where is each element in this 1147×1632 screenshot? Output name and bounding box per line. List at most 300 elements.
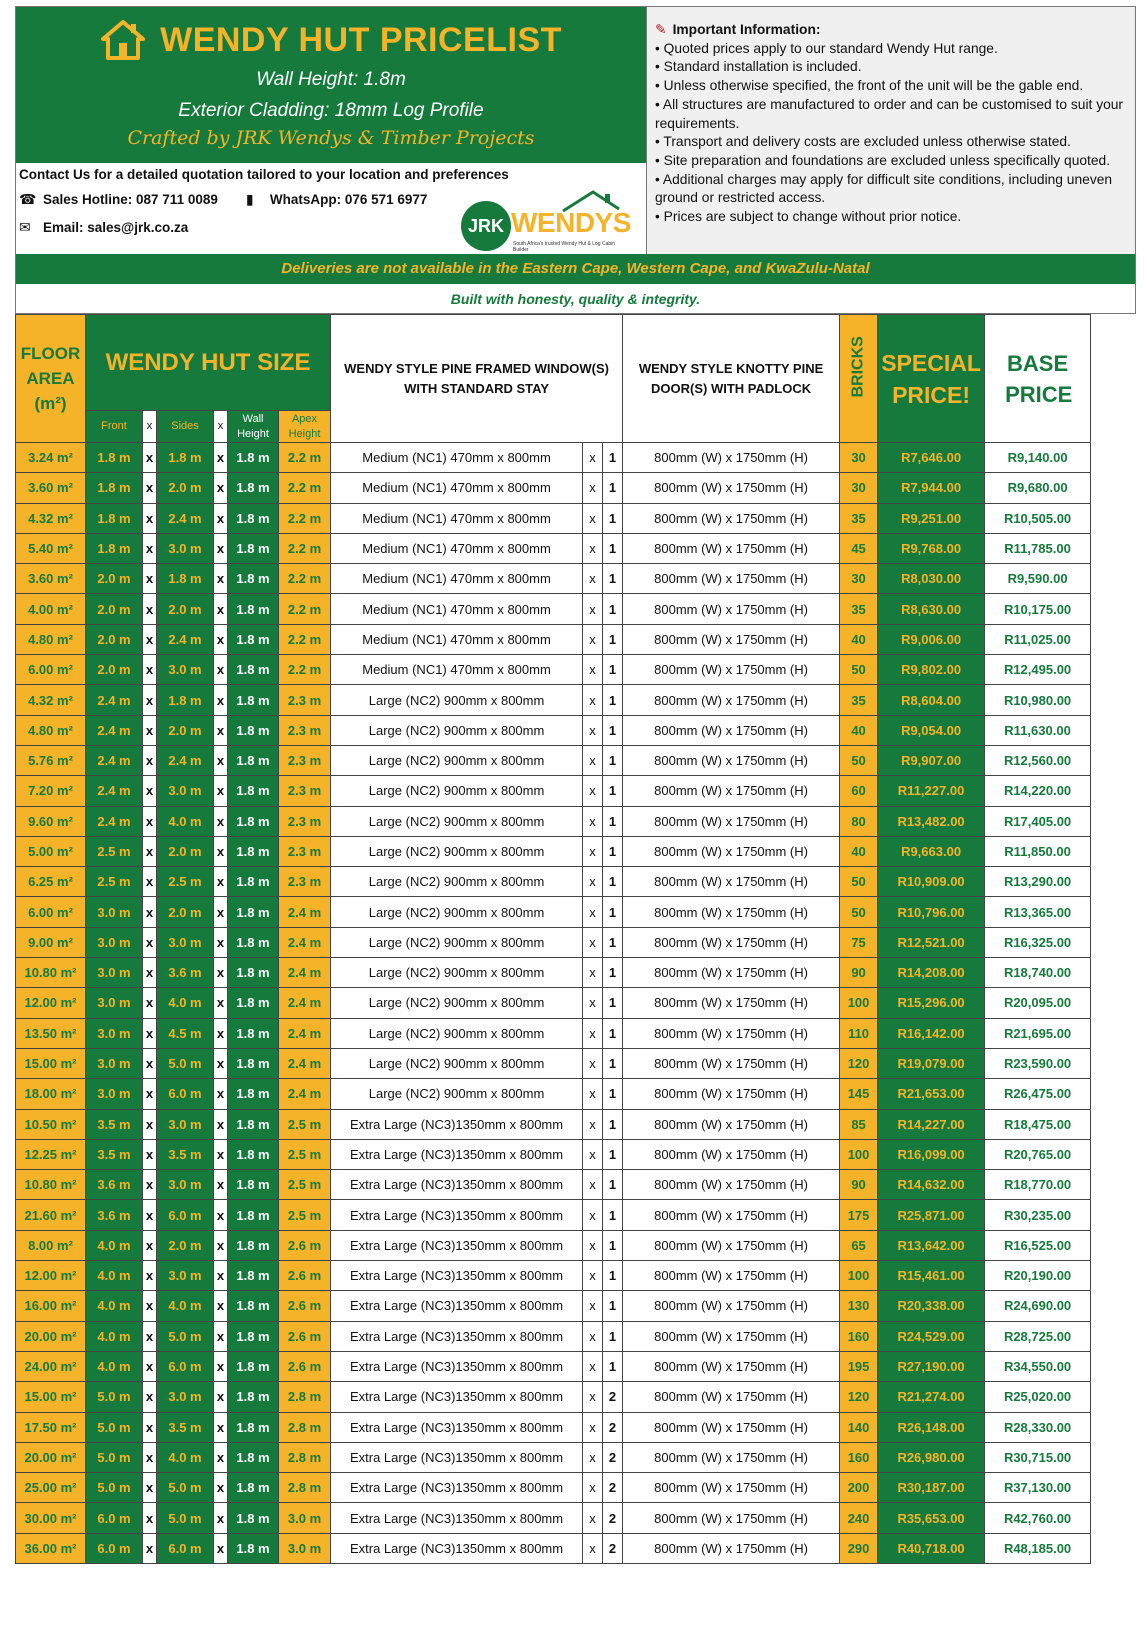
table-row: [16, 897, 1091, 927]
sides-size: 5.0 m: [157, 1473, 214, 1503]
x-sep: x: [214, 624, 228, 654]
header-wall-height: Wall Height: [228, 411, 279, 443]
x-sep: x: [143, 836, 157, 866]
x-sep: x: [583, 1321, 603, 1351]
bricks: 35: [840, 594, 878, 624]
x-sep: x: [583, 564, 603, 594]
window-qty: 1: [603, 1018, 623, 1048]
header-bricks: BRICKS: [840, 315, 878, 443]
wall-height: 1.8 m: [228, 1533, 279, 1563]
x-sep: x: [583, 1503, 603, 1533]
table-row: [16, 958, 1091, 988]
table-row: [16, 1261, 1091, 1291]
header-base-price: BASE PRICE: [985, 315, 1091, 443]
sides-size: 3.5 m: [157, 1139, 214, 1169]
bricks: 130: [840, 1291, 878, 1321]
table-row: [16, 624, 1091, 654]
table-row: [16, 927, 1091, 957]
whatsapp-number[interactable]: WhatsApp: 076 571 6977: [269, 191, 428, 207]
floor-area: 16.00 m²: [16, 1291, 86, 1321]
sides-size: 3.0 m: [157, 776, 214, 806]
apex-height: 3.0 m: [279, 1533, 331, 1563]
base-price: R12,495.00: [985, 655, 1091, 685]
x-sep: x: [143, 1503, 157, 1533]
floor-area: 4.80 m²: [16, 624, 86, 654]
window-qty: 2: [603, 1533, 623, 1563]
door-size: 800mm (W) x 1750mm (H): [623, 1321, 840, 1351]
floor-area: 4.32 m²: [16, 685, 86, 715]
floor-area: 10.50 m²: [16, 1109, 86, 1139]
window-size: Medium (NC1) 470mm x 800mm: [331, 564, 583, 594]
front-size: 2.0 m: [86, 655, 143, 685]
floor-area: 6.25 m²: [16, 867, 86, 897]
special-price: R12,521.00: [878, 927, 985, 957]
window-qty: 1: [603, 1048, 623, 1078]
table-row: [16, 1079, 1091, 1109]
floor-area: 5.40 m²: [16, 533, 86, 563]
sales-hotline[interactable]: Sales Hotline: 087 711 0089: [43, 191, 218, 207]
window-qty: 2: [603, 1412, 623, 1442]
base-price: R23,590.00: [985, 1048, 1091, 1078]
base-price: R14,220.00: [985, 776, 1091, 806]
wall-height: 1.8 m: [228, 715, 279, 745]
sides-size: 6.0 m: [157, 1079, 214, 1109]
door-size: 800mm (W) x 1750mm (H): [623, 988, 840, 1018]
special-price: R9,802.00: [878, 655, 985, 685]
base-price: R10,175.00: [985, 594, 1091, 624]
special-price: R24,529.00: [878, 1321, 985, 1351]
sides-size: 5.0 m: [157, 1048, 214, 1078]
door-size: 800mm (W) x 1750mm (H): [623, 533, 840, 563]
window-size: Medium (NC1) 470mm x 800mm: [331, 533, 583, 563]
x-sep: x: [583, 533, 603, 563]
apex-height: 2.2 m: [279, 594, 331, 624]
x-sep: x: [214, 988, 228, 1018]
x-sep: x: [214, 1200, 228, 1230]
x-sep: x: [583, 473, 603, 503]
front-size: 6.0 m: [86, 1533, 143, 1563]
door-size: 800mm (W) x 1750mm (H): [623, 473, 840, 503]
floor-area: 12.25 m²: [16, 1139, 86, 1169]
table-row: [16, 776, 1091, 806]
apex-height: 2.3 m: [279, 806, 331, 836]
bricks: 30: [840, 473, 878, 503]
x-sep: x: [583, 1291, 603, 1321]
front-size: 2.4 m: [86, 745, 143, 775]
window-size: Extra Large (NC3)1350mm x 800mm: [331, 1321, 583, 1351]
floor-area: 13.50 m²: [16, 1018, 86, 1048]
apex-height: 2.4 m: [279, 988, 331, 1018]
window-size: Medium (NC1) 470mm x 800mm: [331, 503, 583, 533]
front-size: 4.0 m: [86, 1351, 143, 1381]
x-sep: x: [143, 715, 157, 745]
x-sep: x: [143, 1109, 157, 1139]
wall-height: 1.8 m: [228, 685, 279, 715]
wall-height: 1.8 m: [228, 836, 279, 866]
base-price: R24,690.00: [985, 1291, 1091, 1321]
base-price: R9,680.00: [985, 473, 1091, 503]
x-sep: x: [143, 1018, 157, 1048]
special-price: R8,630.00: [878, 594, 985, 624]
special-price: R9,907.00: [878, 745, 985, 775]
header-floor-area: FLOOR AREA (m²): [16, 315, 86, 443]
x-sep: x: [214, 776, 228, 806]
window-qty: 1: [603, 897, 623, 927]
email-address[interactable]: Email: sales@jrk.co.za: [43, 219, 189, 235]
x-sep: x: [143, 1533, 157, 1563]
window-qty: 1: [603, 806, 623, 836]
window-size: Large (NC2) 900mm x 800mm: [331, 685, 583, 715]
table-row: [16, 867, 1091, 897]
sides-size: 3.0 m: [157, 1382, 214, 1412]
wall-height: 1.8 m: [228, 1351, 279, 1381]
x-sep: x: [143, 867, 157, 897]
header-sides: Sides: [157, 411, 214, 443]
bricks: 100: [840, 988, 878, 1018]
base-price: R28,330.00: [985, 1412, 1091, 1442]
window-size: Large (NC2) 900mm x 800mm: [331, 927, 583, 957]
wall-height: 1.8 m: [228, 443, 279, 473]
wall-height: 1.8 m: [228, 745, 279, 775]
x-sep: x: [583, 1200, 603, 1230]
door-size: 800mm (W) x 1750mm (H): [623, 1261, 840, 1291]
window-qty: 1: [603, 1109, 623, 1139]
apex-height: 2.4 m: [279, 958, 331, 988]
special-price: R9,251.00: [878, 503, 985, 533]
base-price: R21,695.00: [985, 1018, 1091, 1048]
front-size: 1.8 m: [86, 473, 143, 503]
apex-height: 2.2 m: [279, 533, 331, 563]
x-sep: x: [583, 1230, 603, 1260]
window-qty: 2: [603, 1503, 623, 1533]
x-sep: x: [583, 503, 603, 533]
door-size: 800mm (W) x 1750mm (H): [623, 927, 840, 957]
special-price: R15,296.00: [878, 988, 985, 1018]
bricks: 40: [840, 715, 878, 745]
floor-area: 18.00 m²: [16, 1079, 86, 1109]
delivery-notice: Deliveries are not available in the Eastern Cape, Western Cape, and KwaZulu-Natal: [15, 254, 1136, 284]
x-sep: x: [214, 443, 228, 473]
front-size: 2.0 m: [86, 594, 143, 624]
x-sep: x: [214, 836, 228, 866]
apex-height: 2.5 m: [279, 1109, 331, 1139]
special-price: R35,653.00: [878, 1503, 985, 1533]
sides-size: 4.0 m: [157, 1291, 214, 1321]
front-size: 3.0 m: [86, 1048, 143, 1078]
wall-height: 1.8 m: [228, 473, 279, 503]
price-table: [15, 314, 1091, 1564]
x-sep: x: [143, 1170, 157, 1200]
window-size: Extra Large (NC3)1350mm x 800mm: [331, 1412, 583, 1442]
base-price: R17,405.00: [985, 806, 1091, 836]
floor-area: 6.00 m²: [16, 655, 86, 685]
window-qty: 1: [603, 836, 623, 866]
wall-height: 1.8 m: [228, 594, 279, 624]
info-item: • Quoted prices apply to our standard Wendy Hut range.: [655, 40, 998, 56]
x-sep: x: [214, 533, 228, 563]
window-qty: 1: [603, 988, 623, 1018]
front-size: 5.0 m: [86, 1473, 143, 1503]
apex-height: 3.0 m: [279, 1503, 331, 1533]
front-size: 3.0 m: [86, 958, 143, 988]
apex-height: 2.5 m: [279, 1170, 331, 1200]
door-size: 800mm (W) x 1750mm (H): [623, 655, 840, 685]
x-sep: x: [214, 564, 228, 594]
sides-size: 3.0 m: [157, 1170, 214, 1200]
base-price: R11,630.00: [985, 715, 1091, 745]
x-sep: x: [214, 806, 228, 836]
table-row: [16, 564, 1091, 594]
x-sep: x: [143, 473, 157, 503]
front-size: 2.5 m: [86, 836, 143, 866]
header-front: Front: [86, 411, 143, 443]
front-size: 2.4 m: [86, 685, 143, 715]
door-size: 800mm (W) x 1750mm (H): [623, 1018, 840, 1048]
table-row: [16, 1139, 1091, 1169]
base-price: R28,725.00: [985, 1321, 1091, 1351]
base-price: R9,590.00: [985, 564, 1091, 594]
table-row: [16, 1442, 1091, 1472]
sides-size: 2.0 m: [157, 836, 214, 866]
bricks: 120: [840, 1048, 878, 1078]
x-sep: x: [214, 897, 228, 927]
window-size: Extra Large (NC3)1350mm x 800mm: [331, 1109, 583, 1139]
front-size: 3.6 m: [86, 1200, 143, 1230]
base-price: R9,140.00: [985, 443, 1091, 473]
base-price: R16,325.00: [985, 927, 1091, 957]
window-size: Large (NC2) 900mm x 800mm: [331, 836, 583, 866]
floor-area: 8.00 m²: [16, 1230, 86, 1260]
wall-height: 1.8 m: [228, 624, 279, 654]
sides-size: 1.8 m: [157, 443, 214, 473]
x-sep: x: [583, 715, 603, 745]
sides-size: 6.0 m: [157, 1533, 214, 1563]
door-size: 800mm (W) x 1750mm (H): [623, 836, 840, 866]
pin-icon: ✎: [655, 22, 667, 37]
front-size: 1.8 m: [86, 533, 143, 563]
front-size: 2.4 m: [86, 776, 143, 806]
special-price: R9,768.00: [878, 533, 985, 563]
table-row: [16, 1473, 1091, 1503]
base-price: R20,190.00: [985, 1261, 1091, 1291]
window-qty: 1: [603, 594, 623, 624]
floor-area: 5.76 m²: [16, 745, 86, 775]
bricks: 140: [840, 1412, 878, 1442]
apex-height: 2.5 m: [279, 1139, 331, 1169]
front-size: 3.5 m: [86, 1139, 143, 1169]
apex-height: 2.2 m: [279, 443, 331, 473]
info-item: • Prices are subject to change without prior notice.: [655, 209, 962, 225]
x-sep: x: [143, 1351, 157, 1381]
x-sep: x: [143, 1139, 157, 1169]
sides-size: 3.0 m: [157, 655, 214, 685]
x-sep: x: [214, 1079, 228, 1109]
x-sep: x: [583, 1079, 603, 1109]
bricks: 120: [840, 1382, 878, 1412]
special-price: R20,338.00: [878, 1291, 985, 1321]
wall-height: 1.8 m: [228, 1170, 279, 1200]
door-size: 800mm (W) x 1750mm (H): [623, 564, 840, 594]
x-sep: x: [583, 1109, 603, 1139]
sides-size: 3.0 m: [157, 533, 214, 563]
window-qty: 1: [603, 1351, 623, 1381]
sides-size: 6.0 m: [157, 1351, 214, 1381]
floor-area: 7.20 m²: [16, 776, 86, 806]
window-size: Extra Large (NC3)1350mm x 800mm: [331, 1473, 583, 1503]
x-sep: x: [583, 776, 603, 806]
x-sep: x: [143, 927, 157, 957]
table-row: [16, 503, 1091, 533]
table-row: [16, 443, 1091, 473]
table-row: [16, 655, 1091, 685]
wall-height: 1.8 m: [228, 1139, 279, 1169]
x-sep: x: [214, 1230, 228, 1260]
x-sep: x: [143, 1230, 157, 1260]
front-size: 6.0 m: [86, 1503, 143, 1533]
x-sep: x: [214, 1048, 228, 1078]
apex-height: 2.3 m: [279, 776, 331, 806]
front-size: 2.0 m: [86, 564, 143, 594]
front-size: 3.0 m: [86, 897, 143, 927]
window-size: Extra Large (NC3)1350mm x 800mm: [331, 1200, 583, 1230]
sides-size: 4.0 m: [157, 1442, 214, 1472]
x-sep: x: [143, 958, 157, 988]
x-sep: x: [214, 867, 228, 897]
x-sep: x: [583, 685, 603, 715]
window-size: Extra Large (NC3)1350mm x 800mm: [331, 1261, 583, 1291]
table-row: [16, 1109, 1091, 1139]
door-size: 800mm (W) x 1750mm (H): [623, 1291, 840, 1321]
floor-area: 24.00 m²: [16, 1351, 86, 1381]
base-price: R10,980.00: [985, 685, 1091, 715]
bricks: 160: [840, 1442, 878, 1472]
apex-height: 2.4 m: [279, 897, 331, 927]
front-size: 4.0 m: [86, 1321, 143, 1351]
x-sep: x: [143, 988, 157, 1018]
floor-area: 20.00 m²: [16, 1442, 86, 1472]
sides-size: 2.5 m: [157, 867, 214, 897]
sides-size: 2.0 m: [157, 1230, 214, 1260]
x-sep: x: [214, 1412, 228, 1442]
door-size: 800mm (W) x 1750mm (H): [623, 1473, 840, 1503]
bricks: 50: [840, 655, 878, 685]
window-size: Extra Large (NC3)1350mm x 800mm: [331, 1230, 583, 1260]
door-size: 800mm (W) x 1750mm (H): [623, 503, 840, 533]
header-x: x: [214, 411, 228, 443]
window-qty: 2: [603, 1473, 623, 1503]
wall-height: 1.8 m: [228, 1200, 279, 1230]
front-size: 3.0 m: [86, 1079, 143, 1109]
info-item: • All structures are manufactured to order and can be customised to suit your requirements.: [655, 96, 1124, 131]
wall-height: 1.8 m: [228, 1230, 279, 1260]
window-qty: 1: [603, 958, 623, 988]
window-qty: 1: [603, 685, 623, 715]
window-qty: 1: [603, 1230, 623, 1260]
special-price: R14,632.00: [878, 1170, 985, 1200]
x-sep: x: [214, 958, 228, 988]
x-sep: x: [583, 1139, 603, 1169]
wall-height: 1.8 m: [228, 1412, 279, 1442]
x-sep: x: [214, 1321, 228, 1351]
x-sep: x: [143, 1079, 157, 1109]
email-icon: ✉: [19, 218, 31, 235]
bricks: 65: [840, 1230, 878, 1260]
x-sep: x: [143, 897, 157, 927]
x-sep: x: [214, 503, 228, 533]
info-item: • Site preparation and foundations are excluded unless specifically quoted.: [655, 152, 1111, 168]
door-size: 800mm (W) x 1750mm (H): [623, 1230, 840, 1260]
x-sep: x: [143, 443, 157, 473]
wall-height: 1.8 m: [228, 867, 279, 897]
door-size: 800mm (W) x 1750mm (H): [623, 745, 840, 775]
apex-height: 2.6 m: [279, 1230, 331, 1260]
window-qty: 1: [603, 927, 623, 957]
window-size: Extra Large (NC3)1350mm x 800mm: [331, 1170, 583, 1200]
front-size: 3.0 m: [86, 1018, 143, 1048]
table-row: [16, 1321, 1091, 1351]
table-row: [16, 685, 1091, 715]
wall-height: 1.8 m: [228, 564, 279, 594]
x-sep: x: [143, 1321, 157, 1351]
special-price: R14,208.00: [878, 958, 985, 988]
wall-height: 1.8 m: [228, 927, 279, 957]
table-row: [16, 533, 1091, 563]
door-size: 800mm (W) x 1750mm (H): [623, 1048, 840, 1078]
wall-height: 1.8 m: [228, 1442, 279, 1472]
apex-height: 2.5 m: [279, 1200, 331, 1230]
sides-size: 3.5 m: [157, 1412, 214, 1442]
front-size: 2.4 m: [86, 806, 143, 836]
wall-height: 1.8 m: [228, 988, 279, 1018]
table-row: [16, 745, 1091, 775]
window-qty: 1: [603, 1291, 623, 1321]
apex-height: 2.4 m: [279, 1018, 331, 1048]
window-size: Medium (NC1) 470mm x 800mm: [331, 594, 583, 624]
special-price: R9,663.00: [878, 836, 985, 866]
special-price: R26,148.00: [878, 1412, 985, 1442]
table-row: [16, 806, 1091, 836]
x-sep: x: [214, 473, 228, 503]
base-price: R10,505.00: [985, 503, 1091, 533]
x-sep: x: [143, 533, 157, 563]
base-price: R11,850.00: [985, 836, 1091, 866]
header-left: [16, 7, 647, 254]
window-size: Large (NC2) 900mm x 800mm: [331, 745, 583, 775]
door-size: 800mm (W) x 1750mm (H): [623, 1533, 840, 1563]
apex-height: 2.3 m: [279, 836, 331, 866]
bricks: 30: [840, 443, 878, 473]
special-price: R27,190.00: [878, 1351, 985, 1381]
page-title: WENDY HUT PRICELIST: [160, 20, 562, 59]
floor-area: 10.80 m²: [16, 1170, 86, 1200]
table-row: [16, 1200, 1091, 1230]
bricks: 50: [840, 897, 878, 927]
x-sep: x: [214, 1351, 228, 1381]
floor-area: 12.00 m²: [16, 988, 86, 1018]
x-sep: x: [583, 867, 603, 897]
x-sep: x: [583, 988, 603, 1018]
wall-height: 1.8 m: [228, 1503, 279, 1533]
special-price: R10,796.00: [878, 897, 985, 927]
window-size: Large (NC2) 900mm x 800mm: [331, 715, 583, 745]
apex-height: 2.4 m: [279, 1048, 331, 1078]
door-size: 800mm (W) x 1750mm (H): [623, 1503, 840, 1533]
header-window: WENDY STYLE PINE FRAMED WINDOW(S) WITH STANDARD STAY: [331, 315, 623, 443]
apex-height: 2.6 m: [279, 1321, 331, 1351]
sides-size: 5.0 m: [157, 1503, 214, 1533]
floor-area: 6.00 m²: [16, 897, 86, 927]
special-price: R25,871.00: [878, 1200, 985, 1230]
